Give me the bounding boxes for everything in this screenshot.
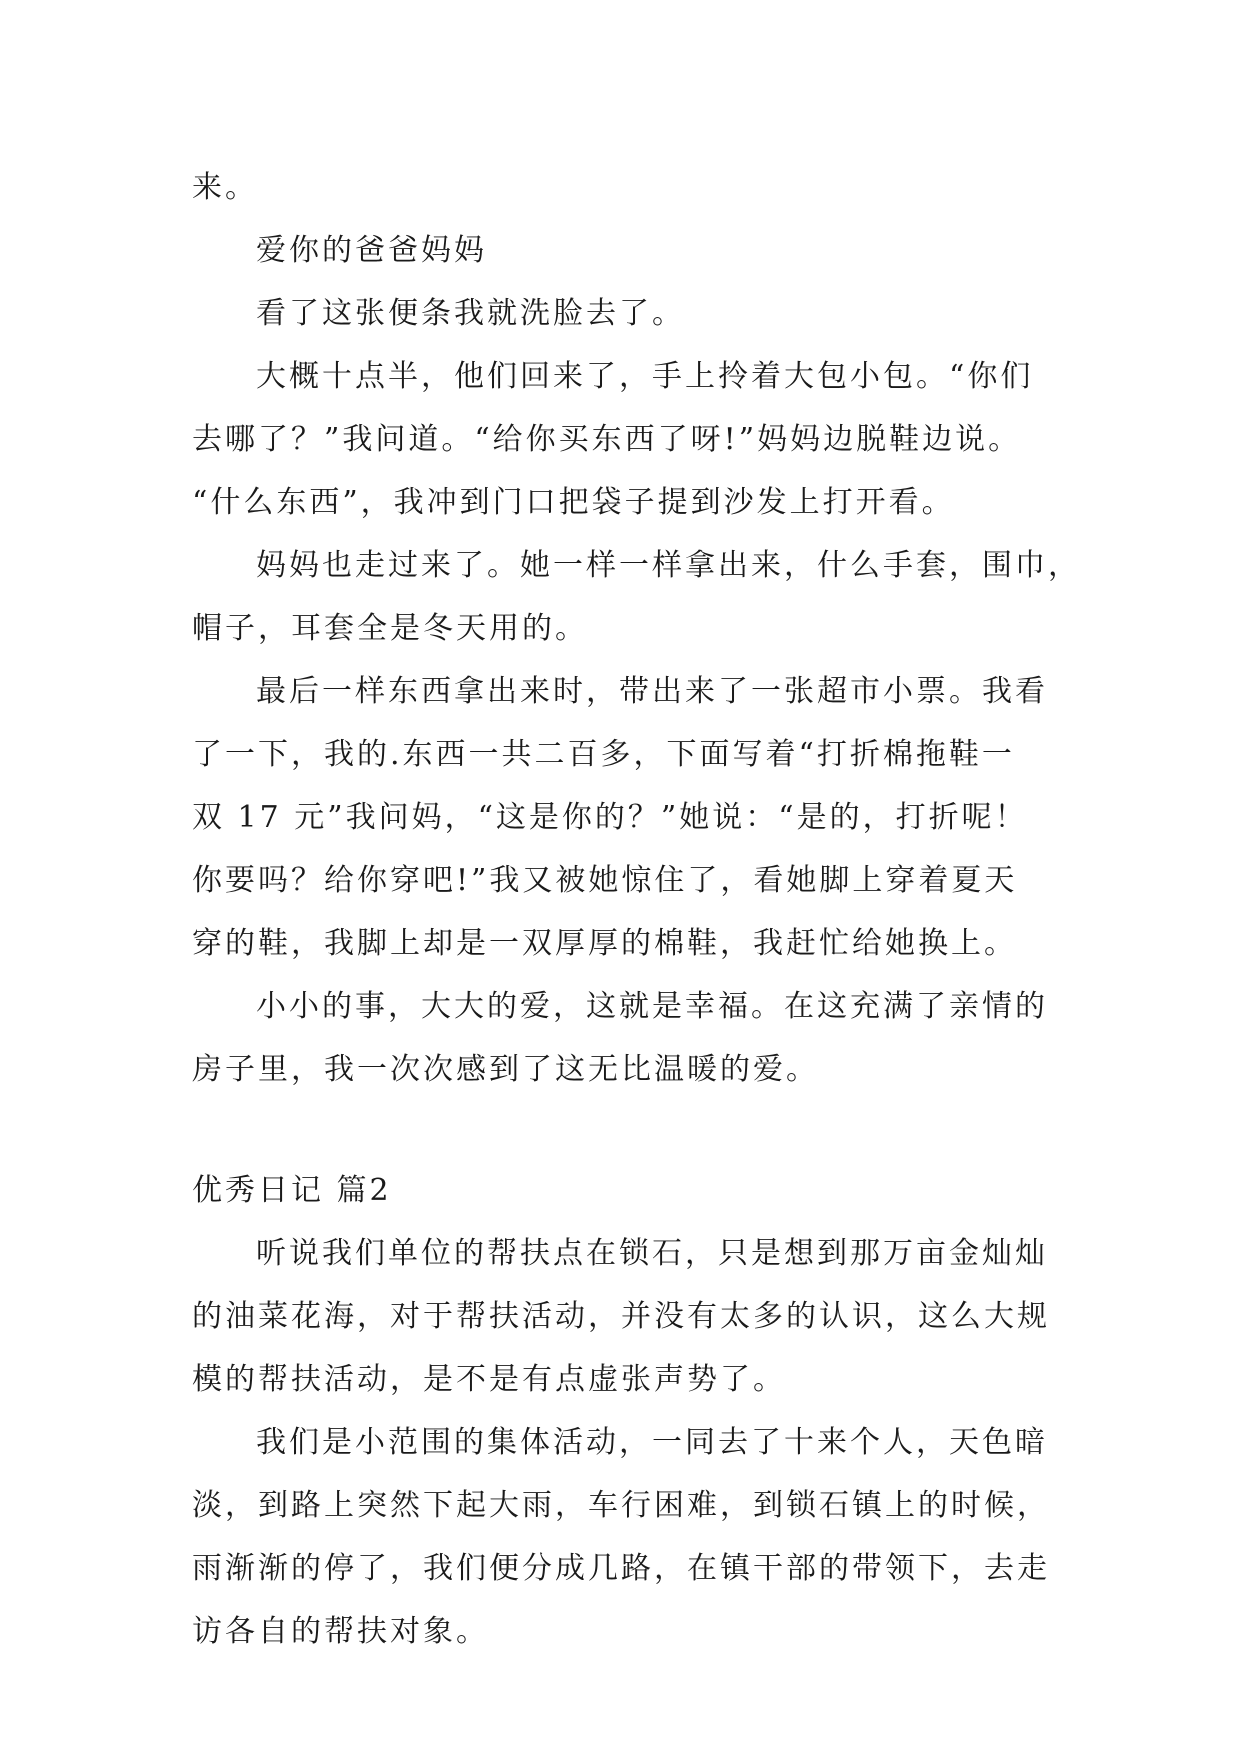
text-line: 穿的鞋，我脚上却是一双厚厚的棉鞋，我赶忙给她换上。 [192, 926, 1017, 961]
paragraph [192, 1411, 1052, 1663]
signature-line [192, 219, 1052, 282]
text-line: 来。 [192, 170, 258, 205]
paragraph [192, 534, 1081, 660]
text-line: 帽子，耳套全是冬天用的。 [192, 611, 588, 646]
section-title-text: 优秀日记 篇2 [192, 1173, 392, 1208]
text-line: 大概十点半，他们回来了，手上拎着大包小包。“你们 [256, 359, 1034, 394]
text-line: 我们是小范围的集体活动，一同去了十来个人，天色暗 [256, 1425, 1048, 1460]
text-line: 了一下，我的.东西一共二百多，下面写着“打折棉拖鞋一 [192, 737, 1015, 772]
paragraph [192, 1222, 1052, 1411]
text-line: 去哪了？”我问道。“给你买东西了呀!”妈妈边脱鞋边说。 [192, 422, 1022, 457]
text-line: 听说我们单位的帮扶点在锁石，只是想到那万亩金灿灿 [256, 1236, 1048, 1271]
text-line: 最后一样东西拿出来时，带出来了一张超市小票。我看 [256, 674, 1048, 709]
document-body [192, 156, 1081, 1663]
paragraph [192, 660, 1052, 975]
text-line: 妈妈也走过来了。她一样一样拿出来，什么手套，围巾， [256, 548, 1081, 583]
text-line: 看了这张便条我就洗脸去了。 [256, 296, 685, 331]
text-line: 访各自的帮扶对象。 [192, 1614, 489, 1649]
text-line: 模的帮扶活动，是不是有点虚张声势了。 [192, 1362, 786, 1397]
text-line: 的油菜花海，对于帮扶活动，并没有太多的认识，这么大规 [192, 1299, 1050, 1334]
paragraph [192, 345, 1052, 534]
text-line: “什么东西”，我冲到门口把袋子提到沙发上打开看。 [192, 485, 955, 520]
text-line: 爱你的爸爸妈妈 [256, 233, 487, 268]
text-line: 淡，到路上突然下起大雨，车行困难，到锁石镇上的时候， [192, 1488, 1050, 1523]
text-line: 小小的事，大大的爱，这就是幸福。在这充满了亲情的 [256, 989, 1048, 1024]
text-line: 你要吗？给你穿吧!”我又被她惊住了，看她脚上穿着夏天 [192, 863, 1018, 898]
paragraph [192, 282, 1052, 345]
section-title [192, 1159, 1052, 1222]
paragraph [192, 975, 1052, 1101]
top-fragment [192, 156, 1052, 219]
text-line: 雨渐渐的停了，我们便分成几路，在镇干部的带领下，去走 [192, 1551, 1050, 1586]
text-line: 房子里，我一次次感到了这无比温暖的爱。 [192, 1052, 819, 1087]
text-line: 双 17 元”我问妈，“这是你的？”她说：“是的，打折呢！ [192, 800, 1028, 835]
